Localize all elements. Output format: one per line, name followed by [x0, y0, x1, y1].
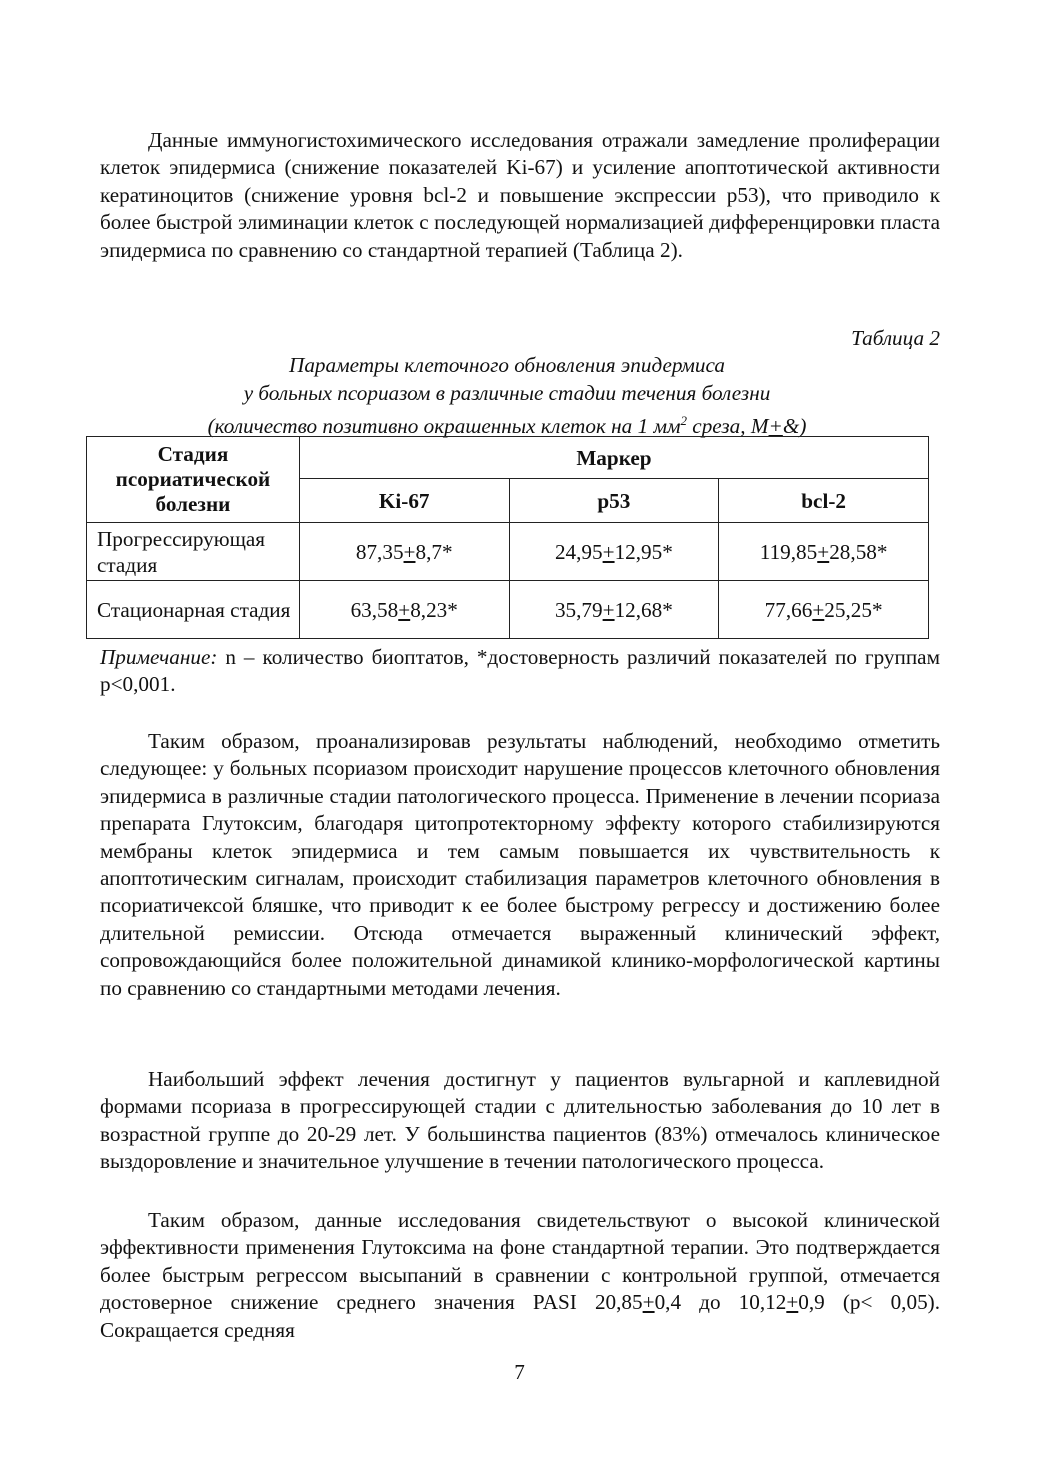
- caption-plusminus: +: [768, 414, 783, 439]
- value-mean: 87,35: [355, 539, 404, 564]
- table-label: Таблица 2: [851, 326, 940, 350]
- caption-line3-post: &): [782, 414, 807, 439]
- plusminus: +: [602, 597, 615, 622]
- marker-table: [86, 436, 929, 639]
- table-caption-line2: у больных псориазом в различные стадии течения болезни: [243, 381, 771, 405]
- para4-post: 0,9 (p< 0,05). Сокращается средняя: [100, 1290, 941, 1342]
- cell-stage: Стационарная стадия: [87, 581, 300, 639]
- value-mean: 24,95: [554, 539, 603, 564]
- table-row: [87, 581, 929, 639]
- value-error: 28,58*: [829, 539, 888, 564]
- paragraph-conclusion: Таким образом, проанализировав результаты наблюдений, необходимо отметить следующее: у больных псориазом происходит нарушение процессов клеточного обновления эпидермиса в различные стадии патологического процесса. Применение в лечении псориаза препарата Глутоксим, благодаря цитопротекторному эффекту которого стабилизируются мембраны клеток эпидермиса и тем самым повышается их чувствительность к апоптотическим сигналам, происходит стабилизация параметров клеточного обновления в псориатичексой бляшке, что приводит к ее более быстрому регрессу и достижению более длительной ремиссии. Отсюда отмечается выраженный клинический эффект, сопровождающийся более положительной динамикой клинико-морфологической картины по сравнению со стандартными методами лечения.: [100, 729, 940, 1000]
- paragraph-intro: Данные иммуногистохимического исследования отражали замедление пролиферации клеток эпидермиса (снижение показателей Ki-67) и усиление апоптотической активности кератиноцитов (снижение уровня bcl-2 и повышение экспрессии p53), что приводило к более быстрой элиминации клеток с последующей нормализацией дифференцировки пласта эпидермиса по сравнению со стандартной терапией (Таблица 2).: [100, 128, 940, 262]
- plusminus: +: [403, 539, 416, 564]
- value-error: 8,23*: [410, 597, 458, 622]
- plusminus: +: [642, 1290, 655, 1315]
- cell-p53: [509, 581, 719, 639]
- value-mean: 63,58: [350, 597, 399, 622]
- header-marker: Маркер: [299, 437, 928, 479]
- note-text: n – количество биоптатов, *достоверность различий показателей по группам p<0,001.: [100, 645, 940, 697]
- note-label: Примечание:: [100, 645, 218, 669]
- cell-stage: Прогрессирующая стадия: [87, 523, 300, 581]
- caption-line3-mid: среза, M: [687, 414, 769, 439]
- plusminus: +: [602, 539, 615, 564]
- value-error: 25,25*: [824, 597, 883, 622]
- table-row: [87, 523, 929, 581]
- value-error: 12,95*: [614, 539, 673, 564]
- caption-superscript: 2: [680, 413, 687, 428]
- header-stage: Стадия псориатической болезни: [87, 437, 300, 523]
- cell-bcl2: [719, 523, 929, 581]
- plusminus: +: [812, 597, 825, 622]
- value-mean: 35,79: [554, 597, 603, 622]
- cell-ki67: [299, 523, 509, 581]
- cell-ki67: [299, 581, 509, 639]
- para4-pre: Таким образом, данные исследования свидетельствуют о высокой клинической эффективности применения Глутоксима на фоне стандартной терапии. Это подтверждается более быстрым регрессом высыпаний в сравнении с контрольной группой, отмечается достоверное снижение среднего значения PASI 20,85: [100, 1208, 940, 1315]
- table-caption-line1: Параметры клеточного обновления эпидермиса: [289, 353, 725, 377]
- header-bcl2: bcl-2: [719, 479, 929, 523]
- paragraph-summary: [100, 1207, 940, 1344]
- para4-mid: 0,4 до 10,12: [654, 1290, 787, 1315]
- cell-p53: [509, 523, 719, 581]
- plusminus: +: [786, 1290, 799, 1315]
- value-error: 8,7*: [415, 539, 453, 564]
- value-mean: 77,66: [764, 597, 813, 622]
- paragraph-effect: Наибольший эффект лечения достигнут у пациентов вульгарной и каплевидной формами псориаза в прогрессирующей стадии с длительностью заболевания до 10 лет в возрастной группе до 20-29 лет. У большинства пациентов (83%) отмечалось клиническое выздоровление и значительное улучшение в течении патологического процесса.: [100, 1067, 940, 1174]
- page-number: 7: [514, 1360, 525, 1384]
- caption-line3-pre: (количество позитивно окрашенных клеток на 1 мм: [207, 414, 681, 439]
- value-mean: 119,85: [759, 539, 818, 564]
- table-note: [100, 644, 940, 699]
- header-p53: p53: [509, 479, 719, 523]
- header-ki67: Ki-67: [299, 479, 509, 523]
- plusminus: +: [817, 539, 830, 564]
- value-error: 12,68*: [614, 597, 673, 622]
- cell-bcl2: [719, 581, 929, 639]
- plusminus: +: [398, 597, 411, 622]
